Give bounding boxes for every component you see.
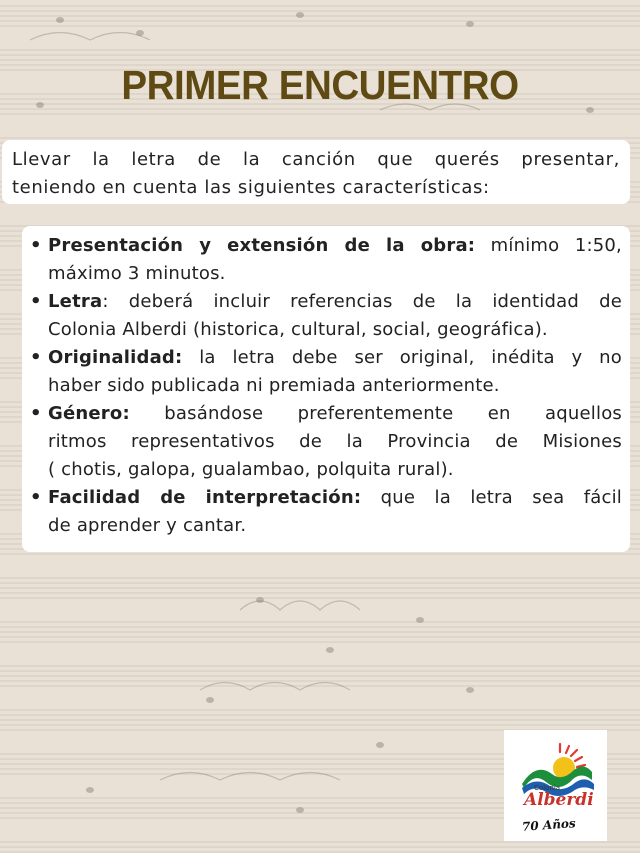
list-item [30, 400, 622, 484]
item-label: Presentación y extensión de la obra: [48, 235, 476, 256]
item-label: Letra [48, 291, 103, 312]
item-text: basándose preferentemente en aquellos [129, 403, 622, 424]
item-label: Originalidad: [48, 347, 183, 368]
bullet: • [30, 487, 42, 508]
bullet: • [30, 291, 42, 312]
colonia-alberdi-logo [504, 730, 607, 841]
item-text: mínimo 1:50, [475, 235, 622, 256]
item-text: Colonia Alberdi (historica, cultural, social, geográfica). [48, 319, 548, 340]
item-text: de aprender y cantar. [48, 515, 247, 536]
logo-name: Alberdi [524, 790, 594, 810]
requirements-list [22, 226, 630, 552]
bullet: • [30, 347, 42, 368]
bullet: • [30, 235, 42, 256]
item-text: que la letra sea fácil [361, 487, 622, 508]
item-label: Género: [48, 403, 130, 424]
list-item [30, 344, 622, 400]
page-title: PRIMER ENCUENTRO [121, 62, 519, 108]
item-text: máximo 3 minutos. [48, 263, 226, 284]
logo-anniversary: 70 Años [521, 816, 577, 834]
list-item [30, 232, 622, 288]
list-item [30, 484, 622, 540]
bullet: • [30, 403, 42, 424]
intro-card [2, 140, 630, 204]
item-text: haber sido publicada ni premiada anteriormente. [48, 375, 500, 396]
item-label: Facilidad de interpretación: [48, 487, 362, 508]
item-text: : deberá incluir referencias de la identidad de [102, 291, 622, 312]
item-text: ( chotis, galopa, gualambao, polquita rural). [48, 459, 454, 480]
item-text: ritmos representativos de la Provincia de Misiones [48, 431, 622, 452]
list-item [30, 288, 622, 344]
intro-line: teniendo en cuenta las siguientes características: [12, 177, 490, 198]
logo-small-text: Colonia [534, 784, 561, 792]
intro-line: Llevar la letra de la canción que querés presentar, [12, 149, 620, 170]
item-text: la letra debe ser original, inédita y no [182, 347, 622, 368]
